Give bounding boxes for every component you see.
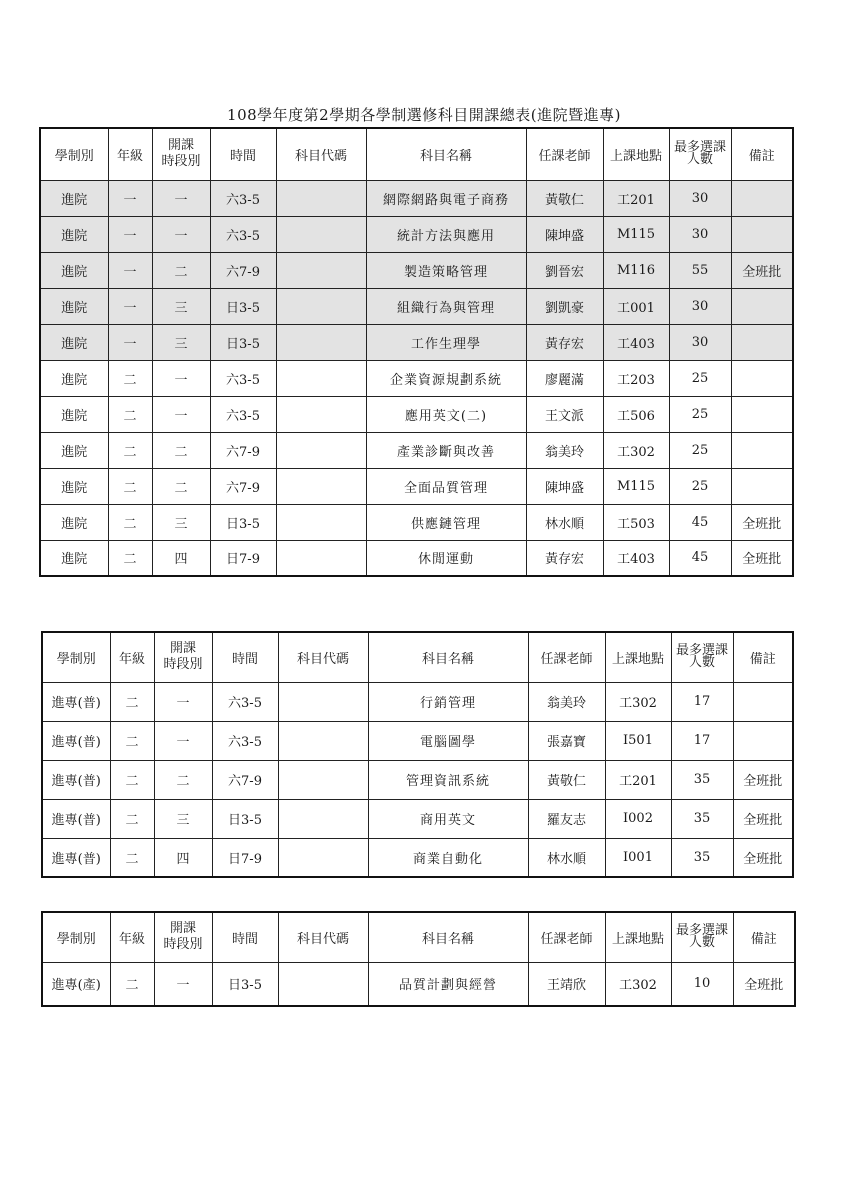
max-enrollment-cell: 17 <box>671 721 733 760</box>
max-enrollment-cell: 30 <box>669 180 731 216</box>
max-enrollment-cell: 45 <box>669 504 731 540</box>
time-cell: 日3-5 <box>210 504 276 540</box>
period-cell: 一 <box>154 682 212 721</box>
header-grade <box>108 128 152 180</box>
header-period <box>152 128 210 180</box>
period-cell: 二 <box>152 468 210 504</box>
header-period <box>154 632 212 682</box>
course-name-cell: 供應鏈管理 <box>366 504 526 540</box>
remark-cell <box>731 468 793 504</box>
header-time-label: 時間 <box>229 148 256 164</box>
header-name-label: 科目名稱 <box>421 931 474 947</box>
course-code-cell <box>276 468 366 504</box>
header-teacher-label: 任課老師 <box>538 148 591 164</box>
room-cell: I501 <box>605 721 671 760</box>
period-cell: 一 <box>152 180 210 216</box>
header-time <box>210 128 276 180</box>
header-remark <box>731 128 793 180</box>
system-cell: 進院 <box>40 432 108 468</box>
grade-cell: 二 <box>110 799 154 838</box>
header-grade-label: 年級 <box>116 148 143 164</box>
room-cell: I001 <box>605 838 671 877</box>
course-name-cell: 管理資訊系統 <box>368 760 528 799</box>
time-cell: 六3-5 <box>210 396 276 432</box>
grade-cell: 一 <box>108 252 152 288</box>
table-row <box>40 324 793 360</box>
course-code-cell <box>278 682 368 721</box>
system-cell: 進院 <box>40 252 108 288</box>
header-max-line1: 最多選課 <box>675 923 728 939</box>
header-grade-label: 年級 <box>118 931 145 947</box>
header-code <box>276 128 366 180</box>
system-cell: 進專(普) <box>42 799 110 838</box>
course-name-cell: 行銷管理 <box>368 682 528 721</box>
grade-cell: 二 <box>110 682 154 721</box>
header-teacher <box>528 912 605 962</box>
header-max-line2: 人數 <box>686 152 713 168</box>
document-title: 108學年度第2學期各學制選修科目開課總表(進院暨進專) <box>227 106 621 124</box>
header-code-label: 科目代碼 <box>296 651 349 667</box>
header-code-label: 科目代碼 <box>296 931 349 947</box>
max-enrollment-cell: 25 <box>669 360 731 396</box>
table-row <box>40 540 793 576</box>
course-code-cell <box>276 360 366 396</box>
period-cell: 三 <box>154 799 212 838</box>
table-row <box>40 504 793 540</box>
remark-cell: 全班批 <box>733 838 793 877</box>
header-name <box>368 912 528 962</box>
time-cell: 六3-5 <box>210 180 276 216</box>
time-cell: 日3-5 <box>212 962 278 1006</box>
remark-cell: 全班批 <box>733 760 793 799</box>
remark-cell <box>731 216 793 252</box>
header-max <box>671 632 733 682</box>
remark-cell <box>733 682 793 721</box>
header-max-line1: 最多選課 <box>673 140 726 156</box>
table-row <box>40 252 793 288</box>
time-cell: 六7-9 <box>212 760 278 799</box>
course-name-cell: 網際網路與電子商務 <box>366 180 526 216</box>
grade-cell: 二 <box>108 540 152 576</box>
table-row <box>40 360 793 396</box>
table-row <box>42 962 795 1006</box>
schedule-table-continuing-junior-general <box>41 631 794 878</box>
room-cell: I002 <box>605 799 671 838</box>
header-code <box>278 912 368 962</box>
remark-cell: 全班批 <box>733 962 795 1006</box>
header-room <box>605 632 671 682</box>
header-grade <box>110 912 154 962</box>
teacher-cell: 陳坤盛 <box>526 468 603 504</box>
time-cell: 六3-5 <box>210 216 276 252</box>
period-cell: 一 <box>152 360 210 396</box>
max-enrollment-cell: 55 <box>669 252 731 288</box>
header-remark-label: 備註 <box>748 148 775 164</box>
course-name-cell: 商業自動化 <box>368 838 528 877</box>
header-remark-label: 備註 <box>749 651 776 667</box>
grade-cell: 二 <box>110 838 154 877</box>
course-name-cell: 企業資源規劃系統 <box>366 360 526 396</box>
header-period-line1: 開課 <box>169 921 196 937</box>
header-room-label: 上課地點 <box>609 148 662 164</box>
period-cell: 三 <box>152 288 210 324</box>
max-enrollment-cell: 35 <box>671 760 733 799</box>
room-cell: 工506 <box>603 396 669 432</box>
header-time <box>212 632 278 682</box>
header-code-label: 科目代碼 <box>294 148 347 164</box>
header-system <box>40 128 108 180</box>
system-cell: 進院 <box>40 360 108 396</box>
period-cell: 四 <box>152 540 210 576</box>
time-cell: 六3-5 <box>212 721 278 760</box>
header-name-label: 科目名稱 <box>419 148 472 164</box>
header-grade <box>110 632 154 682</box>
header-teacher-label: 任課老師 <box>540 931 593 947</box>
course-name-cell: 電腦圖學 <box>368 721 528 760</box>
teacher-cell: 翁美玲 <box>528 682 605 721</box>
table-row <box>42 799 793 838</box>
header-max-line2: 人數 <box>688 655 715 671</box>
header-max-line1: 最多選課 <box>675 643 728 659</box>
table-row <box>42 838 793 877</box>
course-name-cell: 製造策略管理 <box>366 252 526 288</box>
course-code-cell <box>276 324 366 360</box>
time-cell: 日3-5 <box>210 324 276 360</box>
time-cell: 六7-9 <box>210 432 276 468</box>
course-code-cell <box>278 962 368 1006</box>
system-cell: 進院 <box>40 180 108 216</box>
room-cell: 工503 <box>603 504 669 540</box>
teacher-cell: 劉凱豪 <box>526 288 603 324</box>
header-remark-label: 備註 <box>750 931 777 947</box>
course-code-cell <box>276 504 366 540</box>
header-period-line1: 開課 <box>169 641 196 657</box>
table-row <box>40 396 793 432</box>
max-enrollment-cell: 30 <box>669 324 731 360</box>
grade-cell: 二 <box>108 432 152 468</box>
header-row <box>42 632 793 682</box>
header-room-label: 上課地點 <box>611 931 664 947</box>
header-period <box>154 912 212 962</box>
time-cell: 六7-9 <box>210 468 276 504</box>
header-max <box>669 128 731 180</box>
grade-cell: 一 <box>108 180 152 216</box>
header-period-line2: 時段別 <box>163 657 203 673</box>
max-enrollment-cell: 30 <box>669 288 731 324</box>
header-system <box>42 632 110 682</box>
grade-cell: 一 <box>108 288 152 324</box>
table-row <box>42 760 793 799</box>
table-row <box>40 432 793 468</box>
grade-cell: 二 <box>110 962 154 1006</box>
teacher-cell: 翁美玲 <box>526 432 603 468</box>
header-system-label: 學制別 <box>54 148 94 164</box>
grade-cell: 二 <box>108 468 152 504</box>
teacher-cell: 黃敬仁 <box>528 760 605 799</box>
course-code-cell <box>276 396 366 432</box>
time-cell: 六7-9 <box>210 252 276 288</box>
time-cell: 六3-5 <box>212 682 278 721</box>
header-row <box>40 128 793 180</box>
teacher-cell: 林水順 <box>526 504 603 540</box>
remark-cell <box>733 721 793 760</box>
teacher-cell: 劉晉宏 <box>526 252 603 288</box>
teacher-cell: 黃存宏 <box>526 324 603 360</box>
grade-cell: 二 <box>110 721 154 760</box>
course-code-cell <box>276 540 366 576</box>
schedule-table-continuing-college <box>39 127 794 577</box>
course-name-cell: 工作生理學 <box>366 324 526 360</box>
grade-cell: 一 <box>108 324 152 360</box>
schedule-table-continuing-junior-industry <box>41 911 796 1007</box>
remark-cell <box>731 324 793 360</box>
max-enrollment-cell: 35 <box>671 838 733 877</box>
table-row <box>40 288 793 324</box>
room-cell: 工201 <box>605 760 671 799</box>
grade-cell: 二 <box>108 504 152 540</box>
system-cell: 進院 <box>40 504 108 540</box>
period-cell: 一 <box>152 216 210 252</box>
header-remark <box>733 912 795 962</box>
period-cell: 二 <box>152 252 210 288</box>
teacher-cell: 王文派 <box>526 396 603 432</box>
teacher-cell: 黃敬仁 <box>526 180 603 216</box>
teacher-cell: 黃存宏 <box>526 540 603 576</box>
remark-cell: 全班批 <box>731 252 793 288</box>
room-cell: M115 <box>603 216 669 252</box>
grade-cell: 二 <box>110 760 154 799</box>
room-cell: 工302 <box>605 682 671 721</box>
period-cell: 一 <box>154 721 212 760</box>
header-max-line2: 人數 <box>688 935 715 951</box>
header-period-line1: 開課 <box>167 138 194 154</box>
header-period-line2: 時段別 <box>163 937 203 953</box>
table-row <box>42 682 793 721</box>
room-cell: M115 <box>603 468 669 504</box>
room-cell: 工302 <box>603 432 669 468</box>
system-cell: 進專(普) <box>42 838 110 877</box>
max-enrollment-cell: 30 <box>669 216 731 252</box>
teacher-cell: 羅友志 <box>528 799 605 838</box>
time-cell: 日7-9 <box>212 838 278 877</box>
course-name-cell: 組織行為與管理 <box>366 288 526 324</box>
time-cell: 日3-5 <box>210 288 276 324</box>
remark-cell <box>731 396 793 432</box>
remark-cell: 全班批 <box>731 540 793 576</box>
system-cell: 進專(產) <box>42 962 110 1006</box>
teacher-cell: 陳坤盛 <box>526 216 603 252</box>
header-code <box>278 632 368 682</box>
course-name-cell: 產業診斷與改善 <box>366 432 526 468</box>
system-cell: 進專(普) <box>42 721 110 760</box>
teacher-cell: 林水順 <box>528 838 605 877</box>
period-cell: 四 <box>154 838 212 877</box>
room-cell: 工201 <box>603 180 669 216</box>
remark-cell <box>731 432 793 468</box>
teacher-cell: 王靖欣 <box>528 962 605 1006</box>
remark-cell <box>731 180 793 216</box>
header-system <box>42 912 110 962</box>
max-enrollment-cell: 45 <box>669 540 731 576</box>
course-code-cell <box>276 180 366 216</box>
header-teacher <box>526 128 603 180</box>
course-code-cell <box>278 721 368 760</box>
table-row <box>40 216 793 252</box>
system-cell: 進院 <box>40 540 108 576</box>
course-code-cell <box>276 288 366 324</box>
header-time-label: 時間 <box>231 931 258 947</box>
remark-cell: 全班批 <box>733 799 793 838</box>
course-name-cell: 休閒運動 <box>366 540 526 576</box>
grade-cell: 一 <box>108 216 152 252</box>
room-cell: 工403 <box>603 324 669 360</box>
table-row <box>42 721 793 760</box>
max-enrollment-cell: 10 <box>671 962 733 1006</box>
course-code-cell <box>276 252 366 288</box>
room-cell: 工403 <box>603 540 669 576</box>
course-code-cell <box>278 838 368 877</box>
course-name-cell: 應用英文(二) <box>366 396 526 432</box>
header-time <box>212 912 278 962</box>
header-name-label: 科目名稱 <box>421 651 474 667</box>
header-row <box>42 912 795 962</box>
time-cell: 六3-5 <box>210 360 276 396</box>
room-cell: 工001 <box>603 288 669 324</box>
header-room <box>603 128 669 180</box>
course-name-cell: 全面品質管理 <box>366 468 526 504</box>
remark-cell <box>731 360 793 396</box>
table-row <box>40 180 793 216</box>
period-cell: 三 <box>152 504 210 540</box>
max-enrollment-cell: 25 <box>669 432 731 468</box>
course-name-cell: 品質計劃與經營 <box>368 962 528 1006</box>
teacher-cell: 廖麗滿 <box>526 360 603 396</box>
table-row <box>40 468 793 504</box>
time-cell: 日7-9 <box>210 540 276 576</box>
course-name-cell: 統計方法與應用 <box>366 216 526 252</box>
system-cell: 進專(普) <box>42 760 110 799</box>
remark-cell <box>731 288 793 324</box>
max-enrollment-cell: 35 <box>671 799 733 838</box>
header-system-label: 學制別 <box>56 651 96 667</box>
teacher-cell: 張嘉寶 <box>528 721 605 760</box>
system-cell: 進院 <box>40 324 108 360</box>
header-teacher <box>528 632 605 682</box>
period-cell: 二 <box>154 760 212 799</box>
max-enrollment-cell: 25 <box>669 468 731 504</box>
header-name <box>366 128 526 180</box>
header-system-label: 學制別 <box>56 931 96 947</box>
course-code-cell <box>278 760 368 799</box>
room-cell: 工302 <box>605 962 671 1006</box>
room-cell: M116 <box>603 252 669 288</box>
header-time-label: 時間 <box>231 651 258 667</box>
time-cell: 日3-5 <box>212 799 278 838</box>
course-code-cell <box>276 432 366 468</box>
header-room <box>605 912 671 962</box>
remark-cell: 全班批 <box>731 504 793 540</box>
grade-cell: 二 <box>108 360 152 396</box>
course-code-cell <box>276 216 366 252</box>
period-cell: 三 <box>152 324 210 360</box>
max-enrollment-cell: 25 <box>669 396 731 432</box>
header-name <box>368 632 528 682</box>
header-room-label: 上課地點 <box>611 651 664 667</box>
header-period-line2: 時段別 <box>161 154 201 170</box>
room-cell: 工203 <box>603 360 669 396</box>
system-cell: 進院 <box>40 396 108 432</box>
period-cell: 一 <box>152 396 210 432</box>
header-remark <box>733 632 793 682</box>
course-code-cell <box>278 799 368 838</box>
header-max <box>671 912 733 962</box>
system-cell: 進院 <box>40 468 108 504</box>
period-cell: 二 <box>152 432 210 468</box>
course-name-cell: 商用英文 <box>368 799 528 838</box>
system-cell: 進院 <box>40 288 108 324</box>
max-enrollment-cell: 17 <box>671 682 733 721</box>
system-cell: 進專(普) <box>42 682 110 721</box>
header-teacher-label: 任課老師 <box>540 651 593 667</box>
period-cell: 一 <box>154 962 212 1006</box>
system-cell: 進院 <box>40 216 108 252</box>
grade-cell: 二 <box>108 396 152 432</box>
header-grade-label: 年級 <box>118 651 145 667</box>
